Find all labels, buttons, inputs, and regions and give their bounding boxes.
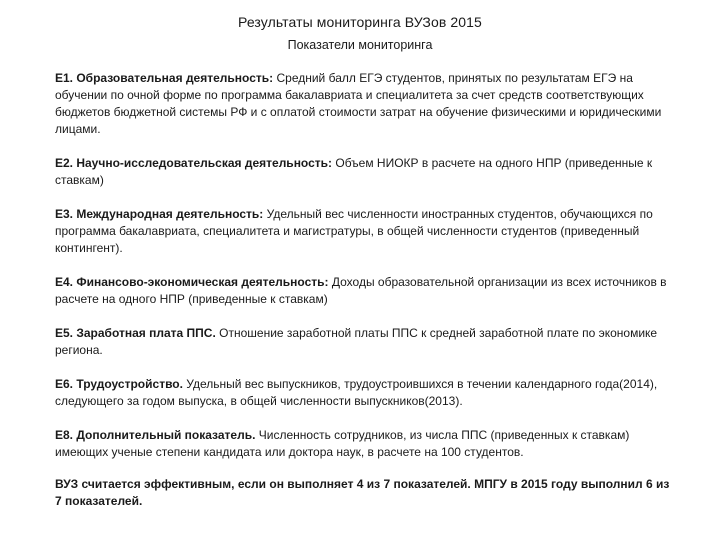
indicator-list: [55, 70, 670, 478]
indicator-text: Удельный вес выпускников, трудоустроившихся в течении календарного года(2014), следующего за годом выпуска, в общей численности выпускников(2013).: [55, 377, 658, 408]
indicator-e8: [55, 427, 670, 461]
indicator-text: Удельный вес численности иностранных студентов, обучающихся по программа бакалавриата, специалитета и магистратуры, в общей численности студентов (приведенный контингент).: [55, 207, 653, 255]
indicator-text: Численность сотрудников, из числа ППС (приведенных к ставкам) имеющих ученые степени кандидата или доктора наук, в расчете на 100 студентов.: [55, 428, 630, 459]
conclusion-text: ВУЗ считается эффективным, если он выполняет 4 из 7 показателей. МПГУ в 2015 году выполнил 6 из 7 показателей.: [55, 477, 670, 508]
indicator-e1: [55, 70, 670, 138]
indicator-heading: Е2. Научно-исследовательская деятельность:: [55, 156, 333, 170]
indicator-e5: [55, 325, 670, 359]
indicator-e3: [55, 206, 670, 257]
indicator-heading: Е4. Финансово-экономическая деятельность:: [55, 275, 329, 289]
page-subtitle: Показатели мониторинга: [287, 38, 433, 52]
indicator-e4: [55, 274, 670, 308]
indicator-text: Отношение заработной платы ППС к средней заработной плате по экономике региона.: [55, 326, 658, 357]
indicator-text: Объем НИОКР в расчете на одного НПР (приведенные к ставкам): [55, 156, 653, 187]
indicator-e2: [55, 155, 670, 189]
indicator-e6: [55, 376, 670, 410]
indicator-heading: Е3. Международная деятельность:: [55, 207, 264, 221]
indicator-heading: Е6. Трудоустройство.: [55, 377, 183, 391]
indicator-text: Средний балл ЕГЭ студентов, принятых по результатам ЕГЭ на обучении по очной форме по программа бакалавриата и специалитета за счет средств соответствующих бюджетов бюджетной системы РФ и с оплатой стоимости затрат на обучение физическими и юридическими лицами.: [55, 71, 662, 136]
indicator-heading: Е1. Образовательная деятельность:: [55, 71, 274, 85]
indicator-text: Доходы образовательной организации из всех источников в расчете на одного НПР (приведенные к ставкам): [55, 275, 667, 306]
page-title: Результаты мониторинга ВУЗов 2015: [238, 14, 482, 30]
indicator-heading: Е5. Заработная плата ППС.: [55, 326, 216, 340]
indicator-heading: Е8. Дополнительный показатель.: [55, 428, 256, 442]
